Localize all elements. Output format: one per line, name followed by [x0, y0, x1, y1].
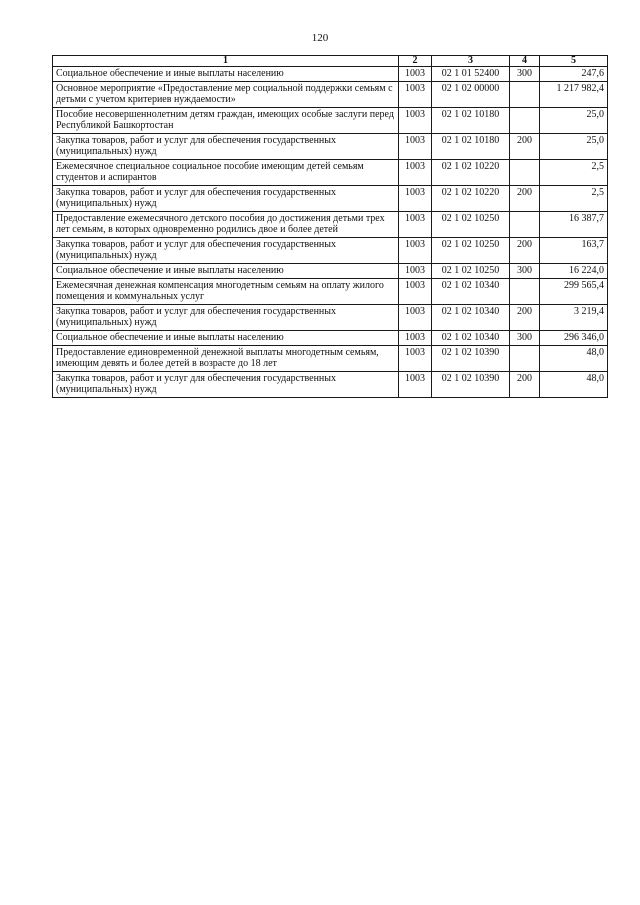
amount-cell: 25,0	[540, 108, 608, 134]
section-code-cell: 1003	[399, 372, 432, 398]
table-row	[53, 67, 608, 82]
expense-type-cell: 200	[510, 134, 540, 160]
table-row	[53, 305, 608, 331]
amount-cell: 25,0	[540, 134, 608, 160]
budget-table	[52, 55, 608, 398]
expense-name-cell: Предоставление единовременной денежной выплаты многодетным семьям, имеющим девять и более детей в возрасте до 18 лет	[53, 346, 399, 372]
amount-cell: 2,5	[540, 160, 608, 186]
table-row	[53, 186, 608, 212]
target-article-cell: 02 1 02 10340	[432, 305, 510, 331]
section-code-cell: 1003	[399, 108, 432, 134]
expense-name-cell: Социальное обеспечение и иные выплаты населению	[53, 264, 399, 279]
table-row	[53, 372, 608, 398]
expense-type-cell	[510, 160, 540, 186]
section-code-cell: 1003	[399, 264, 432, 279]
amount-cell: 1 217 982,4	[540, 82, 608, 108]
expense-name-cell: Закупка товаров, работ и услуг для обеспечения государственных (муниципальных) нужд	[53, 186, 399, 212]
section-code-cell: 1003	[399, 331, 432, 346]
table-row	[53, 160, 608, 186]
amount-cell: 2,5	[540, 186, 608, 212]
target-article-cell: 02 1 02 10250	[432, 238, 510, 264]
expense-type-cell: 200	[510, 186, 540, 212]
table-row	[53, 212, 608, 238]
header-col-2: 2	[399, 56, 432, 67]
expense-name-cell: Социальное обеспечение и иные выплаты населению	[53, 331, 399, 346]
expense-name-cell: Ежемесячное специальное социальное пособие имеющим детей семьям студентов и аспирантов	[53, 160, 399, 186]
target-article-cell: 02 1 02 10340	[432, 331, 510, 346]
target-article-cell: 02 1 02 10390	[432, 372, 510, 398]
section-code-cell: 1003	[399, 67, 432, 82]
table-row	[53, 238, 608, 264]
expense-name-cell: Закупка товаров, работ и услуг для обеспечения государственных (муниципальных) нужд	[53, 134, 399, 160]
expense-name-cell: Предоставление ежемесячного детского пособия до достижения детьми трех лет семьям, в которых одновременно родились двое и более детей	[53, 212, 399, 238]
header-col-4: 4	[510, 56, 540, 67]
target-article-cell: 02 1 01 52400	[432, 67, 510, 82]
amount-cell: 16 224,0	[540, 264, 608, 279]
expense-name-cell: Социальное обеспечение и иные выплаты населению	[53, 67, 399, 82]
section-code-cell: 1003	[399, 134, 432, 160]
table-row	[53, 279, 608, 305]
section-code-cell: 1003	[399, 305, 432, 331]
amount-cell: 247,6	[540, 67, 608, 82]
expense-type-cell: 300	[510, 67, 540, 82]
table-row	[53, 331, 608, 346]
target-article-cell: 02 1 02 10180	[432, 134, 510, 160]
expense-name-cell: Закупка товаров, работ и услуг для обеспечения государственных (муниципальных) нужд	[53, 305, 399, 331]
table-row	[53, 264, 608, 279]
page-number: 120	[311, 32, 329, 44]
expense-type-cell: 200	[510, 372, 540, 398]
table-row	[53, 134, 608, 160]
table-header-row	[53, 56, 608, 67]
expense-name-cell: Основное мероприятие «Предоставление мер социальной поддержки семьям с детьми с учетом критериев нуждаемости»	[53, 82, 399, 108]
target-article-cell: 02 1 02 00000	[432, 82, 510, 108]
section-code-cell: 1003	[399, 160, 432, 186]
expense-name-cell: Ежемесячная денежная компенсация многодетным семьям на оплату жилого помещения и коммунальных услуг	[53, 279, 399, 305]
target-article-cell: 02 1 02 10250	[432, 264, 510, 279]
section-code-cell: 1003	[399, 346, 432, 372]
section-code-cell: 1003	[399, 212, 432, 238]
header-col-5: 5	[540, 56, 608, 67]
expense-name-cell: Закупка товаров, работ и услуг для обеспечения государственных (муниципальных) нужд	[53, 238, 399, 264]
expense-name-cell: Пособие несовершеннолетним детям граждан, имеющих особые заслуги перед Республикой Башкортостан	[53, 108, 399, 134]
expense-type-cell	[510, 279, 540, 305]
target-article-cell: 02 1 02 10250	[432, 212, 510, 238]
target-article-cell: 02 1 02 10180	[432, 108, 510, 134]
table-body	[53, 67, 608, 398]
target-article-cell: 02 1 02 10340	[432, 279, 510, 305]
amount-cell: 48,0	[540, 346, 608, 372]
expense-type-cell	[510, 108, 540, 134]
amount-cell: 3 219,4	[540, 305, 608, 331]
table-row	[53, 108, 608, 134]
amount-cell: 48,0	[540, 372, 608, 398]
section-code-cell: 1003	[399, 279, 432, 305]
amount-cell: 296 346,0	[540, 331, 608, 346]
section-code-cell: 1003	[399, 186, 432, 212]
expense-type-cell: 300	[510, 331, 540, 346]
expense-type-cell: 200	[510, 305, 540, 331]
expense-type-cell: 200	[510, 238, 540, 264]
expense-type-cell	[510, 212, 540, 238]
expense-type-cell: 300	[510, 264, 540, 279]
target-article-cell: 02 1 02 10390	[432, 346, 510, 372]
expense-type-cell	[510, 346, 540, 372]
expense-name-cell: Закупка товаров, работ и услуг для обеспечения государственных (муниципальных) нужд	[53, 372, 399, 398]
target-article-cell: 02 1 02 10220	[432, 160, 510, 186]
expense-type-cell	[510, 82, 540, 108]
target-article-cell: 02 1 02 10220	[432, 186, 510, 212]
table-row	[53, 82, 608, 108]
section-code-cell: 1003	[399, 82, 432, 108]
amount-cell: 163,7	[540, 238, 608, 264]
header-col-3: 3	[432, 56, 510, 67]
amount-cell: 299 565,4	[540, 279, 608, 305]
section-code-cell: 1003	[399, 238, 432, 264]
header-col-1: 1	[53, 56, 399, 67]
table-row	[53, 346, 608, 372]
amount-cell: 16 387,7	[540, 212, 608, 238]
